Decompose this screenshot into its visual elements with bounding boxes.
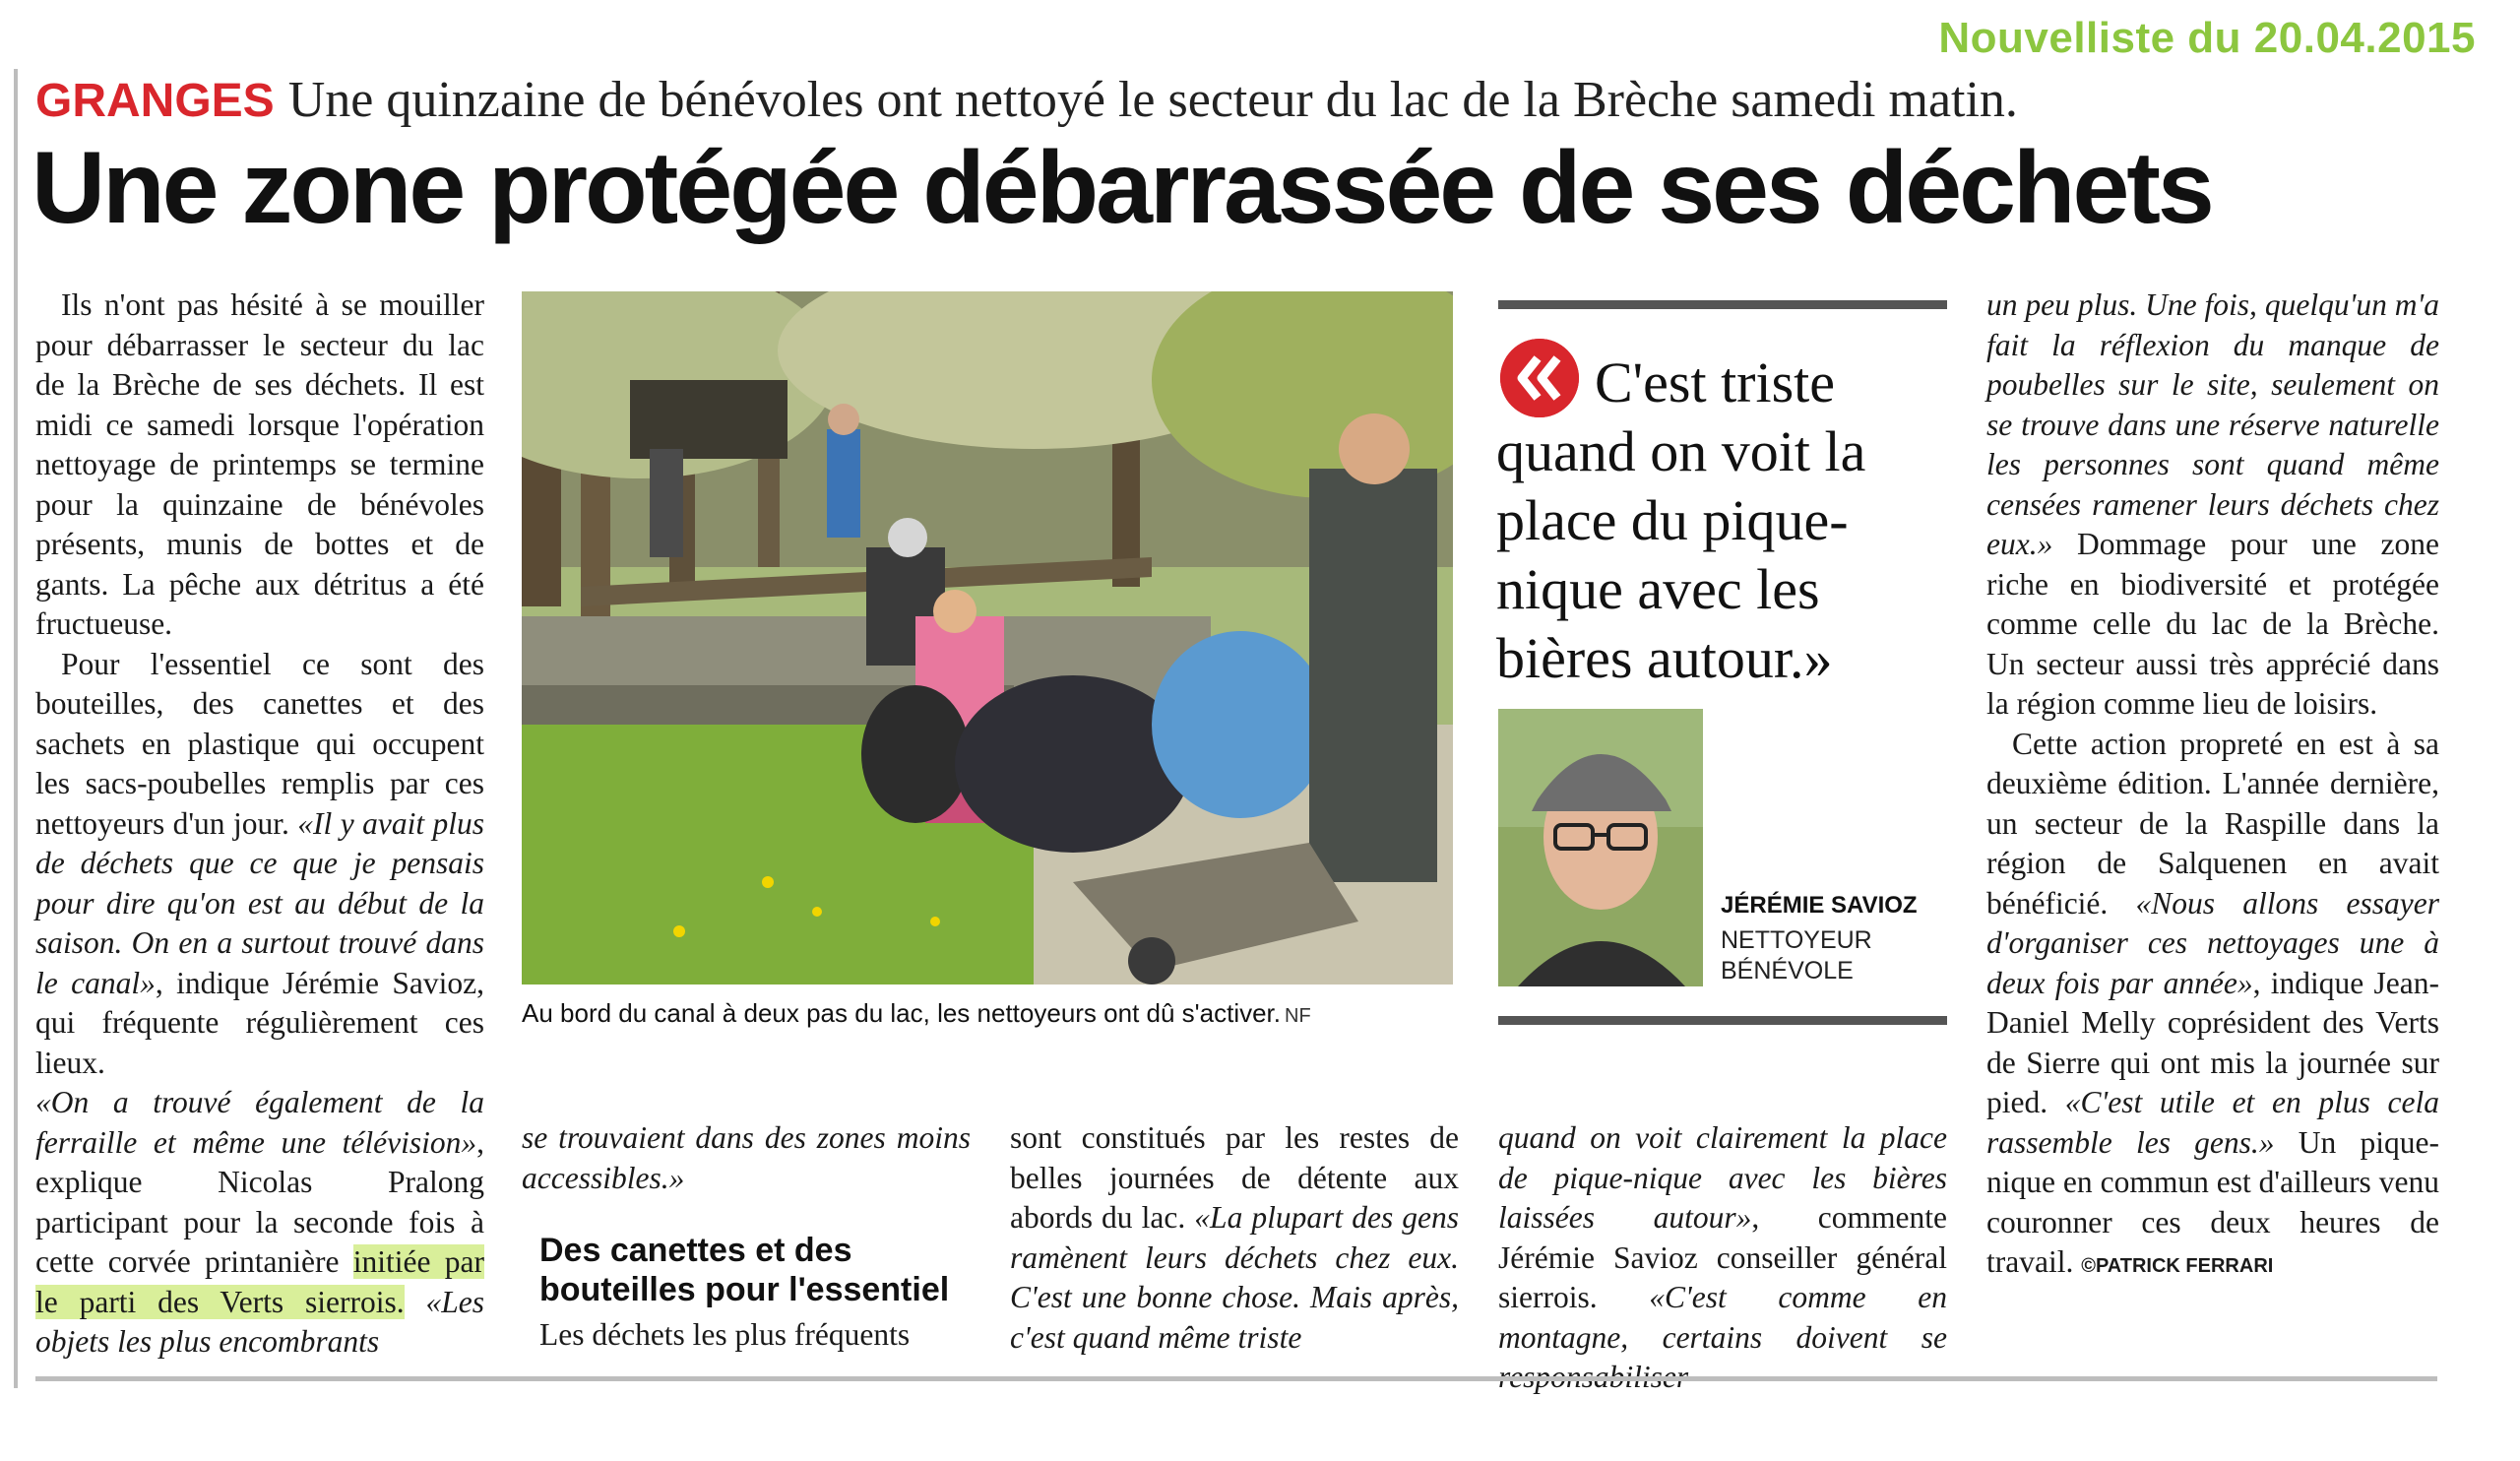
quote: «La plupart des gens ramènent leurs déchets chez eux. C'est une bonne chose. Mais après, c'est quand même triste — [1010, 1200, 1460, 1355]
article-column-5 — [1986, 286, 2439, 1287]
subheading: Des canettes et des bouteilles pour l'essentiel — [539, 1232, 950, 1308]
kicker-location: GRANGES — [35, 75, 275, 127]
paragraph-text: Cette action propreté en est à sa deuxième édition. L'année dernière, un secteur de la Raspille dans la région de Salquenen en avait bénéficié. — [1986, 726, 2439, 921]
article-column-1 — [35, 286, 484, 1363]
cleanup-photo-illustration — [522, 291, 1453, 985]
paragraph: Ils n'ont pas hésité à se mouiller pour débarrasser le secteur du lac de la Brèche de ses déchets. Il est midi ce samedi lorsque l'opération nettoyage de printemps se termine pour la quinzaine de bénévoles présents, munis de bottes et de gants. La pêche aux détritus a été fructueuse. — [35, 287, 484, 641]
quote: «Nous allons essayer d'organiser ces nettoyages une à deux fois par année» — [1986, 885, 2439, 1000]
bottom-rule — [35, 1376, 2437, 1381]
quote: «C'est comme en montagne, certains doivent se — [1498, 1280, 1947, 1355]
pullquote-body: C'est triste quand on voit la place du pique-nique avec les bières autour.» — [1496, 350, 1866, 690]
paragraph — [1986, 286, 2439, 725]
photo-caption — [522, 998, 1453, 1029]
article-column-2 — [522, 1118, 971, 1198]
paragraph — [522, 1118, 971, 1198]
paragraph: Les déchets les plus fréquents — [539, 1317, 911, 1352]
quote: «On a trouvé également de la ferraille et même une télévision» — [35, 1085, 484, 1160]
quote: quand on voit clairement la place de pique-nique avec les bières laissées autour» — [1498, 1120, 1947, 1235]
kicker-subtitle: Une quinzaine de bénévoles ont nettoyé le secteur du lac de la Brèche samedi matin. — [287, 72, 2018, 128]
byline: ©PATRICK FERRARI — [2081, 1255, 2274, 1277]
quoted-person-name: JÉRÉMIE SAVIOZ — [1721, 892, 1918, 919]
quote: un peu plus. Une fois, quelqu'un m'a fait la réflexion du manque de poubelles sur le site, seulement on se trouve dans une réserve naturelle les personnes sont quand même censées ramener leurs déchets chez eux.» — [1986, 287, 2439, 561]
quote: «Les objets les plus encombrants — [35, 1284, 484, 1359]
pullquote-top-rule — [1498, 300, 1947, 309]
pullquote-text — [1496, 349, 1949, 693]
article-column-3 — [1010, 1118, 1459, 1358]
kicker-row — [35, 71, 2477, 130]
paragraph-text: , indique Jérémie Savioz, qui fréquente régulièrement ces lieux. — [35, 965, 484, 1080]
quoted-person-role — [1721, 925, 1957, 986]
source-stamp: Nouvelliste du 20.04.2015 — [1938, 14, 2476, 62]
highlighted-text: initiée par le parti des Verts sierrois. — [35, 1244, 484, 1319]
role-line: BÉNÉVOLE — [1721, 957, 1854, 985]
pullquote-bottom-rule — [1498, 1016, 1947, 1025]
article-photo — [522, 291, 1453, 985]
caption-text: Au bord du canal à deux pas du lac, les nettoyeurs ont dû s'activer. — [522, 998, 1281, 1028]
quote: «Il y avait plus de déchets que ce que je pensais pour dire qu'on est au début de la saison. On en a surtout trouvé dans le canal» — [35, 805, 484, 1000]
paragraph — [35, 1083, 484, 1363]
quote: se trouvaient dans des zones moins accessibles.» — [522, 1120, 971, 1195]
quote: «C'est utile et en plus cela rassemble les gens.» — [1986, 1085, 2440, 1160]
paragraph — [1010, 1118, 1459, 1358]
role-line: NETTOYEUR — [1721, 926, 1872, 954]
paragraph — [1986, 725, 2439, 1287]
paragraph-text: , indique Jean-Daniel Melly coprésident des Verts de Sierre qui ont mis la journée sur pied. — [1986, 965, 2439, 1119]
vertical-rule — [14, 69, 18, 1388]
paragraph-text: Un pique-nique en commun est d'ailleurs venu couronner ces deux heures de travail. — [1986, 1124, 2439, 1279]
paragraph-text: , explique Nicolas Pralong participant pour la seconde fois à cette corvée printanière — [35, 1124, 484, 1279]
headline: Une zone protégée débarrassée de ses déchets — [32, 131, 2212, 245]
paragraph-text: , commente Jérémie Savioz conseiller général sierrois. — [1498, 1200, 1947, 1314]
paragraph-text: sont constitués par les restes de belles journées de détente aux abords du lac. — [1010, 1120, 1459, 1235]
portrait-photo — [1498, 709, 1703, 986]
paragraph-text: Dommage pour une zone riche en biodiversité et protégée comme celle du lac de la Brèche. Un secteur aussi très apprécié dans la région comme lieu de loisirs. — [1986, 527, 2439, 721]
paragraph — [35, 645, 484, 1084]
paragraph-text: Pour l'essentiel ce sont des bouteilles, des canettes et des sachets en plastique qui occupent les sacs-poubelles remplis par ces nettoyeurs d'un jour. — [35, 646, 484, 841]
article-column-2-continued — [539, 1315, 973, 1356]
article-column-4 — [1498, 1118, 1947, 1398]
paragraph — [1498, 1118, 1947, 1398]
photo-credit: NF — [1285, 1005, 1311, 1027]
